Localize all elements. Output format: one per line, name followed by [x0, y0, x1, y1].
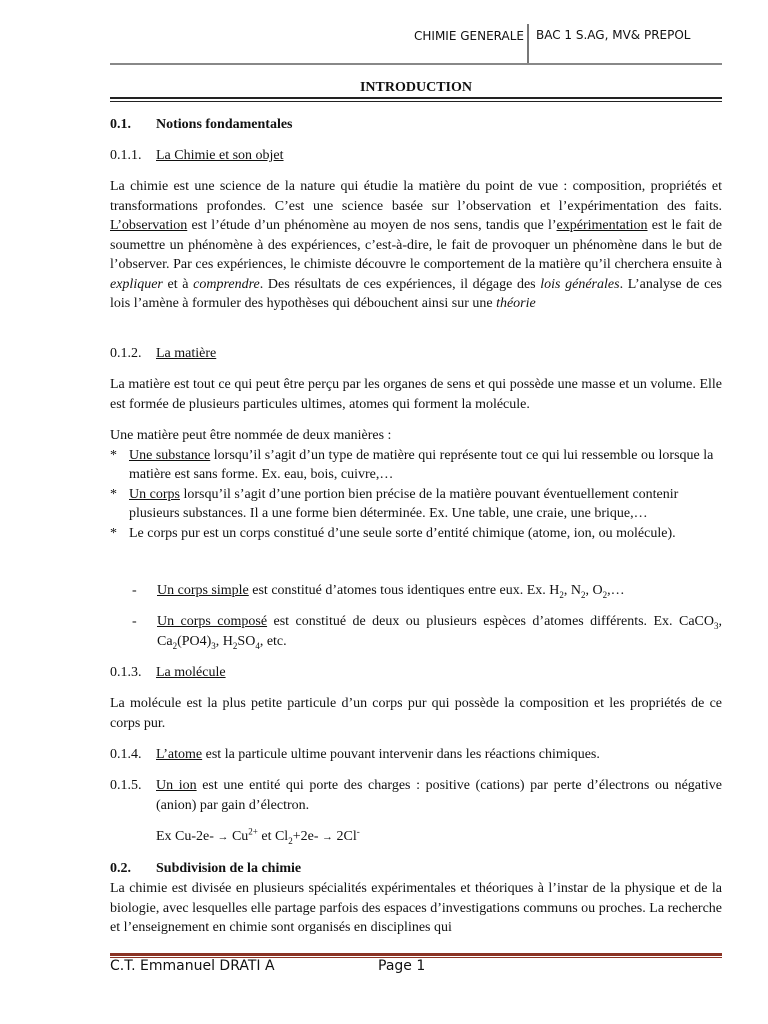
text-run: , N: [563, 583, 582, 598]
text-run: . L’analyse de ces lois l’amène à formuler des hypothèses qui débouchent ainsi sur une: [110, 276, 723, 311]
text-run: La chimie est une science de la nature qui étudie la matière du point de vue : composition, propriétés et transformations profondes. C’est une science basée sur l’observation et l’expérimentation des faits.: [110, 179, 722, 214]
section-heading-0-2: [110, 859, 722, 879]
header-level: BAC 1 S.AG, MV& PREPOL: [536, 28, 691, 42]
subsection-0-1-4: [110, 745, 722, 765]
text-run: est la particule ultime pouvant intervenir dans les réactions chimiques.: [202, 747, 600, 762]
dash-item: [110, 581, 722, 601]
superscript: -: [356, 826, 360, 837]
term-comprendre: comprendre: [193, 276, 260, 292]
subscript: 2: [559, 589, 564, 600]
section-heading-0-1: [110, 115, 722, 135]
text-run: , etc.: [259, 633, 287, 649]
text-run: . Des résultats de ces expériences, il dégage des: [259, 276, 541, 292]
subsection-title: La matière: [156, 346, 217, 361]
list-intro: Une matière peut être nommée de deux manières :: [110, 428, 392, 443]
title-rule: [110, 97, 722, 99]
text-run: est constitué de deux ou plusieurs espèces d’atomes différents. Ex. CaCO: [267, 614, 714, 629]
bullet-mark: *: [110, 525, 117, 541]
equation-part: Cu: [228, 829, 249, 844]
term-theorie: théorie: [496, 296, 536, 311]
text-run: est l’étude d’un phénomène au moyen de nos sens, tandis que l’: [187, 218, 557, 233]
text-run: est le fait de soumettre un phénomène à des expériences, c’est-à-dire, le fait de provoquer un phénomène dans le but de l’observer. Par ces expériences, le chimiste découvre le comportement de la matière qu’il cherchera ensuite à: [110, 218, 722, 272]
paragraph-molecule: La molécule est la plus petite particule d’un corps pur qui possède la composition et les propriétés de ce corps pur.: [110, 696, 722, 731]
bullet-mark: *: [110, 486, 117, 502]
paragraph-matiere-definition: La matière est tout ce qui peut être perçu par les organes de sens et qui possède une masse et un volume. Elle est formée de plusieurs particules ultimes, atomes qui forment la molécule.: [110, 377, 722, 412]
subscript: 2: [172, 640, 178, 651]
term-observation: L’observation: [110, 218, 188, 233]
list-item-substance: [110, 446, 722, 485]
subscript: 3: [211, 640, 216, 651]
term-experimentation: expérimentation: [556, 218, 648, 233]
bullet-mark: *: [110, 447, 117, 463]
footer-author: C.T. Emmanuel DRATI A: [110, 958, 275, 974]
section-title: Notions fondamentales: [156, 117, 293, 132]
dash-mark: -: [132, 614, 137, 629]
section-number: 0.2.: [110, 861, 131, 876]
dash-item: [110, 612, 722, 651]
subscript: 3: [714, 620, 719, 631]
dash-mark: -: [132, 583, 137, 598]
text-run: ,…: [607, 583, 625, 598]
page-title: INTRODUCTION: [359, 80, 472, 95]
term-corps-compose: Un corps composé: [157, 614, 268, 629]
page-number: Page 1: [378, 958, 426, 974]
term-ion: Un ion: [156, 778, 197, 793]
superscript: 2+: [248, 826, 258, 837]
text-run: est constitué d’atomes tous identiques entre eux. Ex. H: [248, 583, 560, 598]
subsection-number: 0.1.5.: [110, 778, 142, 793]
list-item-corps-compose: [110, 612, 722, 651]
subscript: 2: [581, 589, 586, 600]
ion-equation: [110, 827, 722, 848]
text-run: , Ca: [157, 614, 722, 649]
paragraph-chimie-objet: [110, 177, 722, 314]
header-course: CHIMIE GENERALE: [414, 29, 524, 43]
term-substance: Une substance: [129, 447, 211, 463]
term-lois-generales: lois générales: [540, 276, 620, 292]
term-corps: Un corps: [129, 486, 180, 502]
subsection-0-1-5: [110, 776, 722, 815]
text-run: est une entité qui porte des charges : positive (cations) par perte d’électrons ou négative (anion) par gain d’électron.: [156, 778, 722, 813]
section-title: Subdivision de la chimie: [156, 861, 302, 876]
text-run: SO: [237, 633, 256, 649]
text-run: (PO4): [177, 633, 212, 649]
text-run: et à: [162, 276, 194, 292]
text-run: , H: [215, 633, 233, 649]
subsection-title: La Chimie et son objet: [156, 148, 284, 163]
subscript: 2: [232, 640, 238, 651]
header-rule: [110, 63, 722, 65]
hanging-paragraph: [110, 776, 722, 815]
section-number: 0.1.: [110, 117, 131, 132]
subsection-heading-0-1-1: [110, 146, 722, 166]
term-atome: L’atome: [156, 747, 203, 762]
paragraph-subdivision: La chimie est divisée en plusieurs spécialités expérimentales et théoriques à l’instar de la physique et de la biologie, avec lesquelles elle partage parfois des espaces d’investigations communs ou proches. La recherche et l’enseignement en chimie sont organisés en disciplines qui: [110, 881, 722, 935]
text-run: lorsqu’il s’agit d’une portion bien précise de la matière pouvant éventuellement contenir plusieurs substances. Il a une forme bien déterminée. Ex. Une table, une craie, une brique,…: [129, 486, 679, 521]
footer-rule: [110, 953, 722, 956]
subsection-heading-0-1-3: [110, 663, 722, 683]
matiere-list: [110, 426, 722, 543]
text-run: , O: [585, 583, 603, 598]
subsection-heading-0-1-2: [110, 344, 722, 364]
equation-part: et Cl: [257, 829, 289, 844]
subsection-number: 0.1.4.: [110, 747, 142, 762]
equation-part: +2e-: [292, 829, 322, 844]
equation-part: 2Cl: [332, 829, 357, 844]
title-rule-thin: [110, 101, 722, 102]
list-item-corps-simple: [110, 581, 722, 601]
term-expliquer: expliquer: [110, 276, 163, 292]
subsection-title: La molécule: [156, 665, 226, 680]
equation-part: Ex Cu-2e-: [156, 829, 218, 844]
header-separator: [527, 24, 529, 64]
subsection-number: 0.1.2.: [110, 346, 142, 361]
text-run: Le corps pur est un corps constitué d’une seule sorte d’entité chimique (atome, ion, ou molécule).: [129, 525, 676, 541]
term-corps-simple: Un corps simple: [157, 583, 249, 598]
subsection-number: 0.1.1.: [110, 148, 142, 163]
arrow-icon: →: [217, 831, 229, 843]
text-run: lorsqu’il s’agit d’un type de matière qui représente tout ce qui lui ressemble ou lorsque la matière est sans forme. Ex. eau, bois, cuivre,…: [129, 447, 714, 482]
arrow-icon: →: [321, 831, 333, 843]
subscript: 4: [255, 640, 260, 651]
list-item-corps-pur: [110, 524, 722, 544]
subscript: 2: [288, 835, 293, 846]
subscript: 2: [602, 589, 608, 600]
list-item-corps: [110, 485, 722, 524]
subsection-number: 0.1.3.: [110, 665, 142, 680]
